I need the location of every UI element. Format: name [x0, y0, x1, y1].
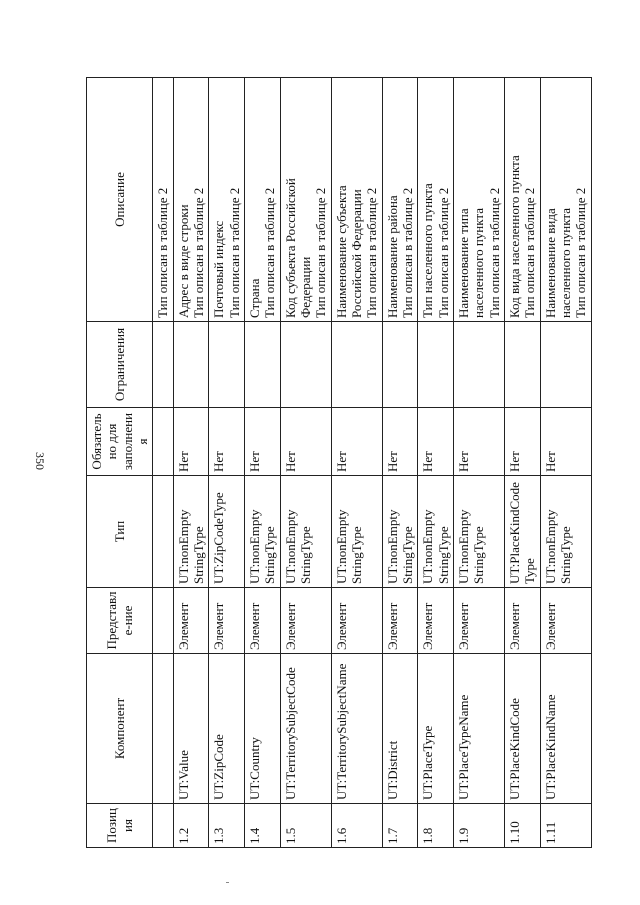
cell-type	[418, 476, 454, 588]
cell-line: StringType	[262, 526, 278, 584]
cell-required: Нет	[280, 408, 331, 476]
cell-line: Страна	[246, 278, 262, 318]
cell-type	[540, 476, 591, 588]
cell-position: 1.8	[418, 804, 454, 848]
table-cell	[153, 476, 173, 588]
cell-representation: Элемент	[418, 588, 454, 654]
cell-line: Почтовый индекс	[211, 220, 227, 318]
cell-line: UT:nonEmpty	[282, 509, 298, 584]
cell-restrictions	[418, 322, 454, 408]
cell-type	[173, 476, 209, 588]
cell-description	[453, 78, 504, 322]
cell-line: StringType	[348, 526, 364, 584]
cell-type	[209, 476, 245, 588]
cell-position: 1.2	[173, 804, 209, 848]
cell-line: UT:nonEmpty	[542, 509, 558, 584]
cell-position: 1.3	[209, 804, 245, 848]
cell-component: UT:Country	[244, 654, 280, 804]
cell-position: 1.11	[540, 804, 591, 848]
cell-component: UT:TerritorySubjectCode	[280, 654, 331, 804]
cell-line: Type	[522, 558, 538, 584]
cell-position: 1.10	[504, 804, 540, 848]
table-row	[540, 78, 591, 848]
cell-line: Тип описан в таблице 2	[313, 187, 329, 318]
cell-line: Тип населенного пункта	[420, 183, 436, 318]
continuation-row	[153, 78, 173, 848]
table-cell	[153, 804, 173, 848]
cell-description	[418, 78, 454, 322]
cell-component: UT:PlaceKindCode	[504, 654, 540, 804]
cell-type	[504, 476, 540, 588]
continuation-description: Тип описан в таблице 2	[153, 78, 173, 322]
cell-line: UT:nonEmpty	[246, 509, 262, 584]
cell-position: 1.4	[244, 804, 280, 848]
cell-line: Наименование района	[384, 195, 400, 318]
cell-line: StringType	[190, 526, 206, 584]
table-cell	[153, 654, 173, 804]
table-cell	[153, 322, 173, 408]
cell-component: UT:TerritorySubjectName	[331, 654, 382, 804]
cell-line: Адрес в виде строки	[175, 204, 191, 318]
header-description: Описание	[87, 78, 153, 322]
cell-line: Федерации	[297, 256, 313, 318]
header-required: Обязательно для заполнения	[87, 408, 153, 476]
cell-line: StringType	[435, 526, 451, 584]
cell-description	[382, 78, 418, 322]
cell-required: Нет	[540, 408, 591, 476]
cell-required: Нет	[504, 408, 540, 476]
cell-representation: Элемент	[382, 588, 418, 654]
cell-line: UT:nonEmpty	[175, 509, 191, 584]
rotated-table-container	[86, 78, 596, 848]
cell-line: UT:nonEmpty	[455, 509, 471, 584]
cell-line: Тип описан в таблице 2	[399, 187, 415, 318]
cell-representation: Элемент	[540, 588, 591, 654]
cell-restrictions	[540, 322, 591, 408]
table-row	[453, 78, 504, 848]
table-row	[244, 78, 280, 848]
cell-component: UT:Value	[173, 654, 209, 804]
cell-position: 1.5	[280, 804, 331, 848]
cell-line: StringType	[557, 526, 573, 584]
cell-component: UT:ZipCode	[209, 654, 245, 804]
header-type: Тип	[87, 476, 153, 588]
table-body	[153, 78, 591, 848]
cell-line: Тип описан в таблице 2	[364, 187, 380, 318]
cell-representation: Элемент	[331, 588, 382, 654]
cell-line: Код субъекта Российской	[282, 178, 298, 318]
cell-restrictions	[453, 322, 504, 408]
cell-restrictions	[209, 322, 245, 408]
cell-type	[244, 476, 280, 588]
cell-line: Российской Федерации	[348, 189, 364, 318]
cell-restrictions	[331, 322, 382, 408]
table-cell	[153, 588, 173, 654]
cell-restrictions	[173, 322, 209, 408]
cell-line: UT:nonEmpty	[420, 509, 436, 584]
cell-line: Тип описан в таблице 2	[435, 187, 451, 318]
cell-line: Наименование субъекта	[333, 185, 349, 318]
cell-restrictions	[244, 322, 280, 408]
table-row	[209, 78, 245, 848]
cell-restrictions	[382, 322, 418, 408]
cell-description	[209, 78, 245, 322]
cell-line: UT:PlaceKindCode	[506, 482, 522, 584]
cell-representation: Элемент	[173, 588, 209, 654]
cell-component: UT:District	[382, 654, 418, 804]
cell-line: населенного пункта	[471, 207, 487, 318]
cell-line: Код вида населенного пункта	[506, 155, 522, 318]
cell-line: Наименование вида	[542, 208, 558, 318]
cell-component: UT:PlaceKindName	[540, 654, 591, 804]
cell-line: Тип описан в таблице 2	[486, 187, 502, 318]
table-row	[280, 78, 331, 848]
cell-representation: Элемент	[280, 588, 331, 654]
table-row	[504, 78, 540, 848]
header-component: Компонент	[87, 654, 153, 804]
cell-line: населенного пункта	[557, 207, 573, 318]
table-row	[173, 78, 209, 848]
table-row	[418, 78, 454, 848]
cell-required: Нет	[209, 408, 245, 476]
cell-restrictions	[280, 322, 331, 408]
cell-type	[382, 476, 418, 588]
cell-description	[173, 78, 209, 322]
table-row	[331, 78, 382, 848]
cell-line: StringType	[297, 526, 313, 584]
cell-line: Тип описан в таблице 2	[573, 187, 589, 318]
cell-description	[280, 78, 331, 322]
header-representation: Представле-ние	[87, 588, 153, 654]
cell-line: Наименование типа	[455, 208, 471, 318]
cell-type	[331, 476, 382, 588]
cell-line: StringType	[399, 526, 415, 584]
cell-restrictions	[504, 322, 540, 408]
cell-description	[244, 78, 280, 322]
cell-description	[504, 78, 540, 322]
cell-description	[540, 78, 591, 322]
cell-line: Тип описан в таблице 2	[190, 187, 206, 318]
table-row	[382, 78, 418, 848]
page-number: 350	[33, 452, 47, 470]
cell-line: UT:nonEmpty	[384, 509, 400, 584]
cell-representation: Элемент	[504, 588, 540, 654]
cell-component: UT:PlaceTypeName	[453, 654, 504, 804]
cell-required: Нет	[244, 408, 280, 476]
cell-required: Нет	[453, 408, 504, 476]
cell-line: Тип описан в таблице 2	[226, 187, 242, 318]
scan-speck	[226, 882, 229, 883]
spec-table	[86, 77, 592, 848]
cell-required: Нет	[173, 408, 209, 476]
header-restrictions: Ограничения	[87, 322, 153, 408]
cell-position: 1.9	[453, 804, 504, 848]
cell-required: Нет	[331, 408, 382, 476]
cell-component: UT:PlaceType	[418, 654, 454, 804]
cell-required: Нет	[418, 408, 454, 476]
cell-required: Нет	[382, 408, 418, 476]
cell-line: UT:nonEmpty	[333, 509, 349, 584]
cell-representation: Элемент	[244, 588, 280, 654]
cell-line: UT:ZipCodeType	[211, 492, 227, 584]
cell-description	[331, 78, 382, 322]
cell-position: 1.7	[382, 804, 418, 848]
cell-representation: Элемент	[209, 588, 245, 654]
cell-type	[453, 476, 504, 588]
cell-line: Тип описан в таблице 2	[262, 187, 278, 318]
cell-line: Тип описан в таблице 2	[522, 187, 538, 318]
cell-line: StringType	[471, 526, 487, 584]
header-position: Позиция	[87, 804, 153, 848]
table-header-row	[87, 78, 153, 848]
cell-representation: Элемент	[453, 588, 504, 654]
table-cell	[153, 408, 173, 476]
cell-position: 1.6	[331, 804, 382, 848]
cell-type	[280, 476, 331, 588]
